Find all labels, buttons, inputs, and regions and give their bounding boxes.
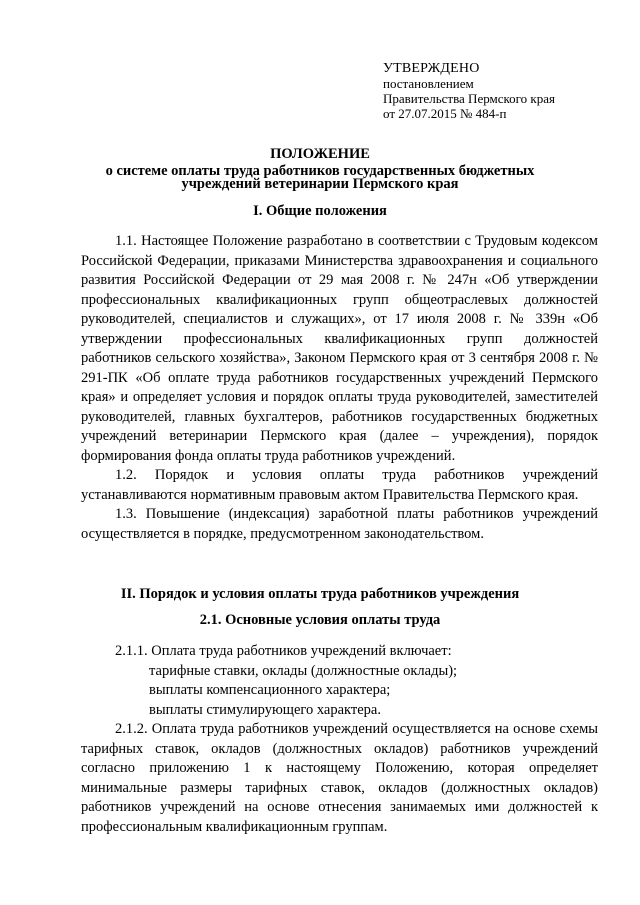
section-2-body [81, 642, 598, 837]
subtitle-line-1: о системе оплаты труда работников государственных бюджетных [105, 163, 535, 179]
section-2-heading: II. Порядок и условия оплаты труда работников учреждения [120, 586, 520, 602]
subtitle-line-2: учреждений ветеринарии Пермского края [181, 176, 459, 192]
subsection-2-1-heading: 2.1. Основные условия оплаты труда [199, 612, 441, 628]
document-subtitle [0, 165, 640, 191]
approval-line-2: Правительства Пермского края [383, 91, 555, 106]
list-item: выплаты компенсационного характера; [149, 682, 391, 698]
paragraph-1-3: 1.3. Повышение (индексация) заработной платы работников учреждений осуществляется в порядке, предусмотренном законодательством. [81, 506, 598, 542]
list-item: выплаты стимулирующего характера. [149, 701, 381, 718]
paragraph-1-2: 1.2. Порядок и условия оплаты труда работников учреждений устанавливаются нормативным правовым актом Правительства Пермского края. [81, 467, 598, 503]
approval-stamp: УТВЕРЖДЕНО [383, 61, 480, 76]
section-1-heading: I. Общие положения [253, 203, 387, 219]
document-title: ПОЛОЖЕНИЕ [270, 146, 370, 162]
paragraph-2-1-1: 2.1.1. Оплата труда работников учреждений включает: [115, 643, 452, 659]
pay-components-list [81, 662, 598, 721]
paragraph-1-1: 1.1. Настоящее Положение разработано в соответствии с Трудовым кодексом Российской Федерации, приказами Министерства здравоохранения и социального развития Российской Федерации от 29 мая 2008 г. № 247н «Об утверждении профессиональных квалификационных групп общеотраслевых должностей руководителей, специалистов и служащих», от 17 июля 2008 г. № 339н «Об утверждении профессиональных квалификационных групп должностей работников сельского хозяйства», Законом Пермского края от 3 сентября 2008 г. № 291-ПК «Об оплате труда работников государственных учреждений Пермского края» и определяет условия и порядок оплаты труда руководителей, заместителей руководителей, главных бухгалтеров, работников государственных бюджетных учреждений ветеринарии Пермского края (далее – учреждения), порядок формирования фонда оплаты труда работников учреждений. [81, 233, 598, 464]
section-1-body [81, 232, 598, 544]
paragraph-2-1-2: 2.1.2. Оплата труда работников учреждений осуществляется на основе схемы тарифных ставок, окладов (должностных окладов) работников учреждений согласно приложению 1 к настоящему Положению, которая определяет минимальные размеры тарифных ставок, окладов (должностных окладов) работников учреждений на основе отнесения занимаемых ими должностей к профессиональным квалификационным группам. [81, 721, 598, 835]
list-item: тарифные ставки, оклады (должностные оклады); [149, 662, 458, 679]
approval-block [383, 61, 613, 121]
approval-line-3: от 27.07.2015 № 484-п [383, 106, 507, 121]
approval-line-1: постановлением [383, 76, 474, 91]
